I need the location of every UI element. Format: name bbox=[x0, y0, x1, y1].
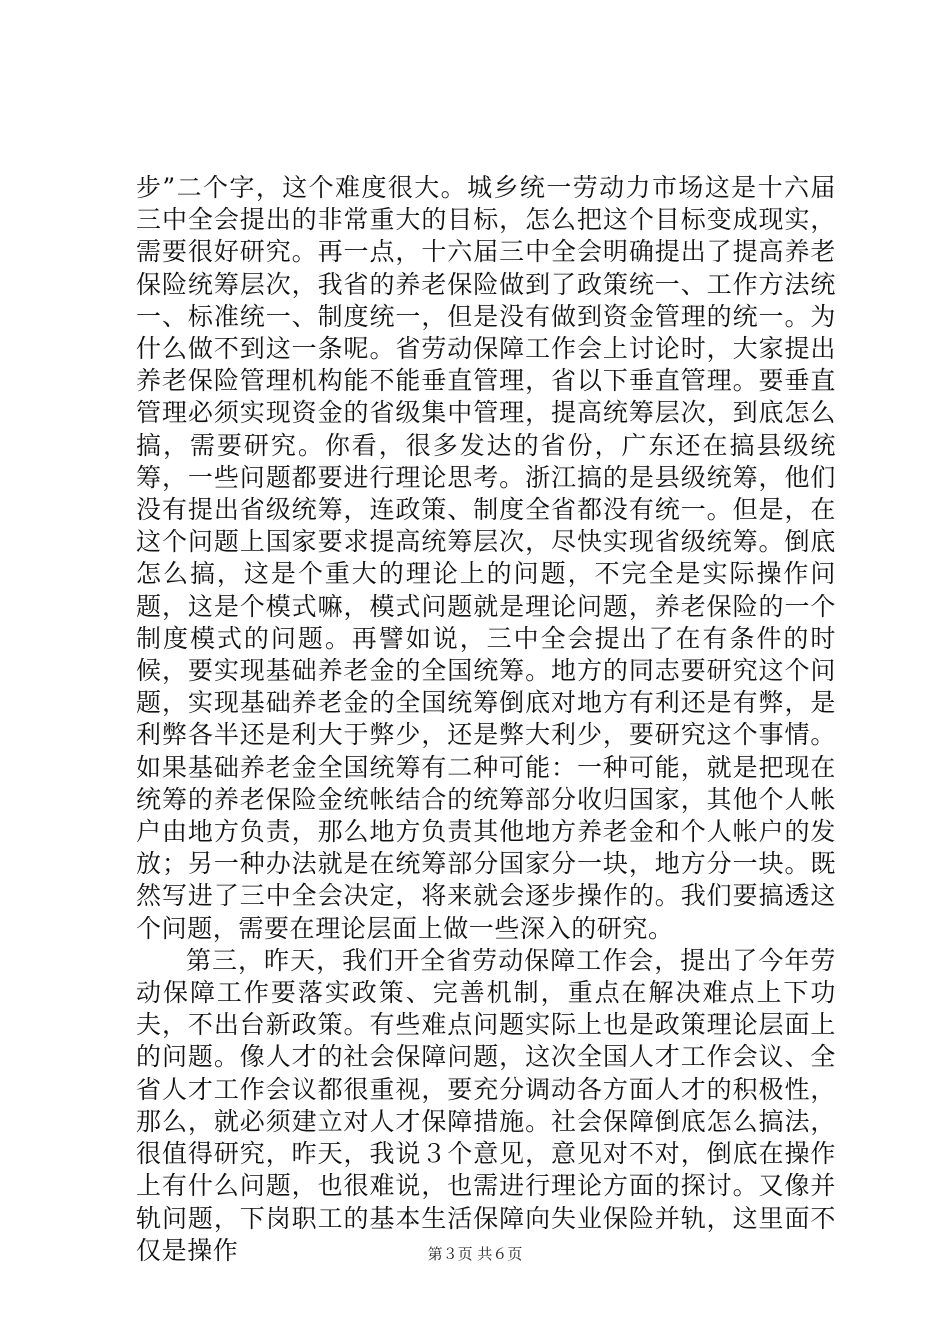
document-body bbox=[136, 172, 836, 1267]
page-number-footer: 第３页 共６页 bbox=[427, 1245, 523, 1263]
paragraph-third-point: 第三，昨天，我们开全省劳动保障工作会，提出了今年劳动保障工作要落实政策、完善机制，重点在解决难点上下功夫，不出台新政策。有些难点问题实际上也是政策理论层面上的问题。像人才的社会保障问题，这次全国人才工作会议、全省人才工作会议都很重视，要充分调动各方面人才的积极性，那么，就必须建立对人才保障措施。社会保障倒底怎么搞法，很值得研究，昨天，我说３个意见，意见对不对，倒底在操作上有什么问题，也很难说，也需进行理论方面的探讨。又像并轨问题，下岗职工的基本生活保障向失业保险并轨，这里面不仅是操作 bbox=[136, 945, 836, 1265]
paragraph-continuation: 步”二个字，这个难度很大。城乡统一劳动力市场这是十六届三中全会提出的非常重大的目标，怎么把这个目标变成现实，需要很好研究。再一点，十六届三中全会明确提出了提高养老保险统筹层次，我省的养老保险做到了政策统一、工作方法统一、标准统一、制度统一，但是没有做到资金管理的统一。为什么做不到这一条呢。省劳动保障工作会上讨论时，大家提出养老保险管理机构能不能垂直管理，省以下垂直管理。要垂直管理必须实现资金的省级集中管理，提高统筹层次，到底怎么搞，需要研究。你看，很多发达的省份，广东还在搞县级统筹，一些问题都要进行理论思考。浙江搞的是县级统筹，他们没有提出省级统筹，连政策、制度全省都没有统一。但是，在这个问题上国家要求提高统筹层次，尽快实现省级统筹。倒底怎么搞，这是个重大的理论上的问题，不完全是实际操作问题，这是个模式嘛，模式问题就是理论问题，养老保险的一个制度模式的问题。再譬如说，三中全会提出了在有条件的时候，要实现基础养老金的全国统筹。地方的同志要研究这个问题，实现基础养老金的全国统筹倒底对地方有利还是有弊，是利弊各半还是利大于弊少，还是弊大利少，要研究这个事情。如果基础养老金全国统筹有二种可能：一种可能，就是把现在统筹的养老保险金统帐结合的统筹部分收归国家，其他个人帐户由地方负责，那么地方负责其他地方养老金和个人帐户的发放；另一种办法就是在统筹部分国家分一块，地方分一块。既然写进了三中全会决定，将来就会逐步操作的。我们要搞透这个问题，需要在理论层面上做一些深入的研究。 bbox=[136, 173, 836, 943]
